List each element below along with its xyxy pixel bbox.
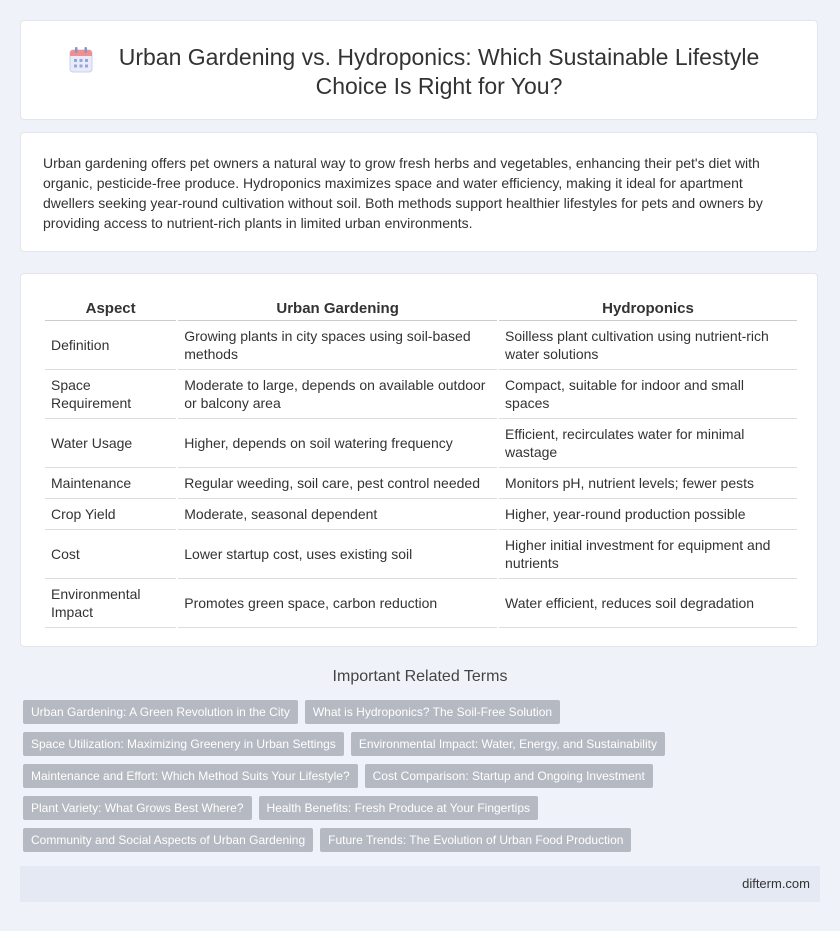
cell-aspect: Environmental Impact [45, 579, 176, 628]
related-terms-heading: Important Related Terms [332, 668, 508, 685]
tag-row [23, 700, 823, 724]
related-term-tag[interactable]: Space Utilization: Maximizing Greenery in Urban Settings [23, 732, 344, 756]
table-row [45, 499, 797, 530]
tag-row [23, 732, 823, 756]
table-row [45, 419, 797, 468]
cell-urban: Lower startup cost, uses existing soil [178, 530, 497, 579]
header-aspect: Aspect [45, 296, 176, 321]
footer [20, 866, 820, 902]
table-row [45, 468, 797, 499]
related-term-tag[interactable]: Health Benefits: Fresh Produce at Your Fingertips [259, 796, 538, 820]
cell-aspect: Water Usage [45, 419, 176, 468]
related-term-tag[interactable]: Urban Gardening: A Green Revolution in the City [23, 700, 298, 724]
comparison-table [43, 296, 799, 628]
cell-hydro: Efficient, recirculates water for minimal wastage [499, 419, 797, 468]
related-term-tag[interactable]: Environmental Impact: Water, Energy, and Sustainability [351, 732, 665, 756]
page-title: Urban Gardening vs. Hydroponics: Which Sustainable Lifestyle Choice Is Right for You? [118, 44, 760, 99]
table-row [45, 530, 797, 579]
cell-hydro: Higher, year-round production possible [499, 499, 797, 530]
related-term-tag[interactable]: What is Hydroponics? The Soil-Free Solution [305, 700, 560, 724]
tag-row [23, 764, 823, 788]
table-header-row [45, 296, 797, 321]
cell-urban: Moderate to large, depends on available outdoor or balcony area [178, 370, 497, 419]
cell-hydro: Higher initial investment for equipment and nutrients [499, 530, 797, 579]
related-terms-list [23, 700, 823, 860]
header-hydroponics: Hydroponics [499, 296, 797, 321]
intro-paragraph: Urban gardening offers pet owners a natural way to grow fresh herbs and vegetables, enhancing their pet's diet with organic, pesticide-free produce. Hydroponics maximizes space and water efficiency, making it ideal for apartment dwellers seeking year-round cultivation without soil. Both methods support healthier lifestyles for pets and owners by providing access to nutrient-rich plants in limited urban environments. [43, 155, 763, 231]
related-term-tag[interactable]: Maintenance and Effort: Which Method Suits Your Lifestyle? [23, 764, 358, 788]
tag-row [23, 796, 823, 820]
table-row [45, 370, 797, 419]
cell-hydro: Water efficient, reduces soil degradation [499, 579, 797, 628]
header-urban-gardening: Urban Gardening [178, 296, 497, 321]
cell-urban: Moderate, seasonal dependent [178, 499, 497, 530]
table-row [45, 321, 797, 370]
intro-card [20, 132, 818, 252]
related-term-tag[interactable]: Plant Variety: What Grows Best Where? [23, 796, 252, 820]
cell-aspect: Cost [45, 530, 176, 579]
cell-aspect: Maintenance [45, 468, 176, 499]
cell-hydro: Soilless plant cultivation using nutrient-rich water solutions [499, 321, 797, 370]
cell-aspect: Crop Yield [45, 499, 176, 530]
cell-urban: Regular weeding, soil care, pest control needed [178, 468, 497, 499]
table-row [45, 579, 797, 628]
cell-hydro: Compact, suitable for indoor and small spaces [499, 370, 797, 419]
cell-aspect: Space Requirement [45, 370, 176, 419]
related-term-tag[interactable]: Cost Comparison: Startup and Ongoing Investment [365, 764, 653, 788]
cell-urban: Promotes green space, carbon reduction [178, 579, 497, 628]
cell-urban: Growing plants in city spaces using soil-based methods [178, 321, 497, 370]
related-term-tag[interactable]: Future Trends: The Evolution of Urban Food Production [320, 828, 631, 852]
cell-urban: Higher, depends on soil watering frequency [178, 419, 497, 468]
related-term-tag[interactable]: Community and Social Aspects of Urban Gardening [23, 828, 313, 852]
page-title-wrap [21, 43, 817, 101]
cell-hydro: Monitors pH, nutrient levels; fewer pests [499, 468, 797, 499]
tag-row [23, 828, 823, 852]
comparison-card [20, 273, 818, 647]
title-card [20, 20, 818, 120]
footer-site-link[interactable]: difterm.com [742, 876, 810, 891]
cell-aspect: Definition [45, 321, 176, 370]
